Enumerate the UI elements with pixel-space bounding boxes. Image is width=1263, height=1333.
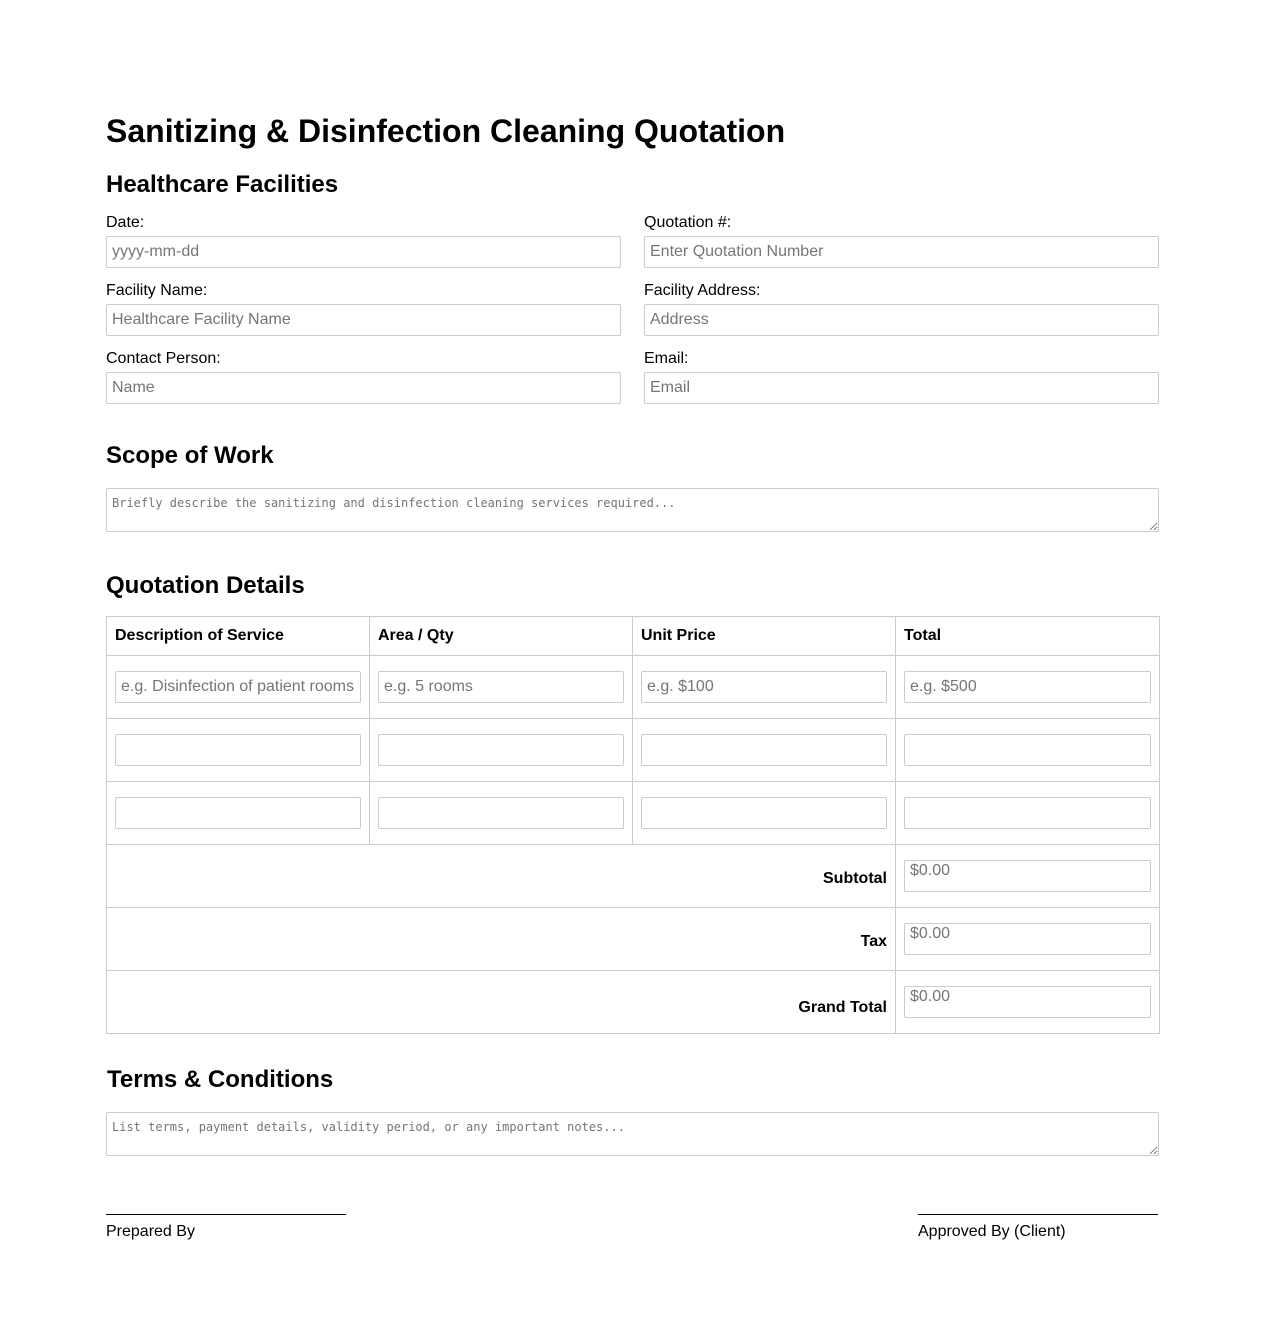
table-header-row: [107, 617, 1160, 656]
table-row: [107, 782, 1160, 845]
unit-price-input[interactable]: [641, 734, 887, 766]
signature-line: [106, 1214, 346, 1215]
terms-heading: Terms & Conditions: [107, 1066, 334, 1093]
approved-by-signature: [918, 1214, 1158, 1241]
column-header-unit-price: Unit Price: [633, 617, 896, 656]
grand-total-label: Grand Total: [107, 971, 896, 1034]
column-header-area-qty: Area / Qty: [370, 617, 633, 656]
unit-price-input[interactable]: [641, 797, 887, 829]
facility-address-input[interactable]: [644, 304, 1159, 336]
page-subtitle: Healthcare Facilities: [106, 171, 339, 198]
subtotal-label: Subtotal: [107, 845, 896, 908]
tax-input[interactable]: [904, 923, 1151, 955]
line-total-input[interactable]: [904, 797, 1151, 829]
terms-textarea[interactable]: [106, 1112, 1159, 1156]
line-total-input[interactable]: [904, 734, 1151, 766]
area-qty-input[interactable]: [378, 797, 624, 829]
quotation-number-field-group: [644, 214, 1159, 268]
contact-person-input[interactable]: [106, 372, 621, 404]
signature-line: [918, 1214, 1158, 1215]
page-title: Sanitizing & Disinfection Cleaning Quotation: [106, 113, 786, 149]
table-row: [107, 719, 1160, 782]
grand-total-input[interactable]: [904, 986, 1151, 1018]
subtotal-input[interactable]: [904, 860, 1151, 892]
scope-of-work-heading: Scope of Work: [106, 442, 274, 469]
quotation-number-input[interactable]: [644, 236, 1159, 268]
quotation-table: [106, 616, 1160, 1034]
facility-name-field-group: [106, 282, 621, 336]
quotation-details-heading: Quotation Details: [106, 572, 305, 599]
area-qty-input[interactable]: [378, 671, 624, 703]
email-input[interactable]: [644, 372, 1159, 404]
subtotal-row: [107, 845, 1160, 908]
column-header-description: Description of Service: [107, 617, 370, 656]
date-field-group: [106, 214, 621, 268]
description-input[interactable]: [115, 797, 361, 829]
line-total-input[interactable]: [904, 671, 1151, 703]
tax-row: [107, 908, 1160, 971]
description-input[interactable]: [115, 734, 361, 766]
quotation-number-label: Quotation #:: [644, 214, 732, 231]
area-qty-input[interactable]: [378, 734, 624, 766]
date-label: Date:: [106, 214, 145, 231]
scope-of-work-textarea[interactable]: [106, 488, 1159, 532]
contact-person-field-group: [106, 350, 621, 404]
email-field-group: [644, 350, 1159, 404]
description-input[interactable]: [115, 671, 361, 703]
date-input[interactable]: [106, 236, 621, 268]
prepared-by-label: Prepared By: [106, 1223, 195, 1240]
prepared-by-signature: [106, 1214, 346, 1241]
facility-address-label: Facility Address:: [644, 282, 761, 299]
grand-total-row: [107, 971, 1160, 1034]
column-header-total: Total: [896, 617, 1160, 656]
table-row: [107, 656, 1160, 719]
approved-by-label: Approved By (Client): [918, 1223, 1066, 1240]
contact-person-label: Contact Person:: [106, 350, 221, 367]
unit-price-input[interactable]: [641, 671, 887, 703]
facility-name-label: Facility Name:: [106, 282, 208, 299]
email-label: Email:: [644, 350, 689, 367]
tax-label: Tax: [107, 908, 896, 971]
facility-address-field-group: [644, 282, 1159, 336]
facility-name-input[interactable]: [106, 304, 621, 336]
